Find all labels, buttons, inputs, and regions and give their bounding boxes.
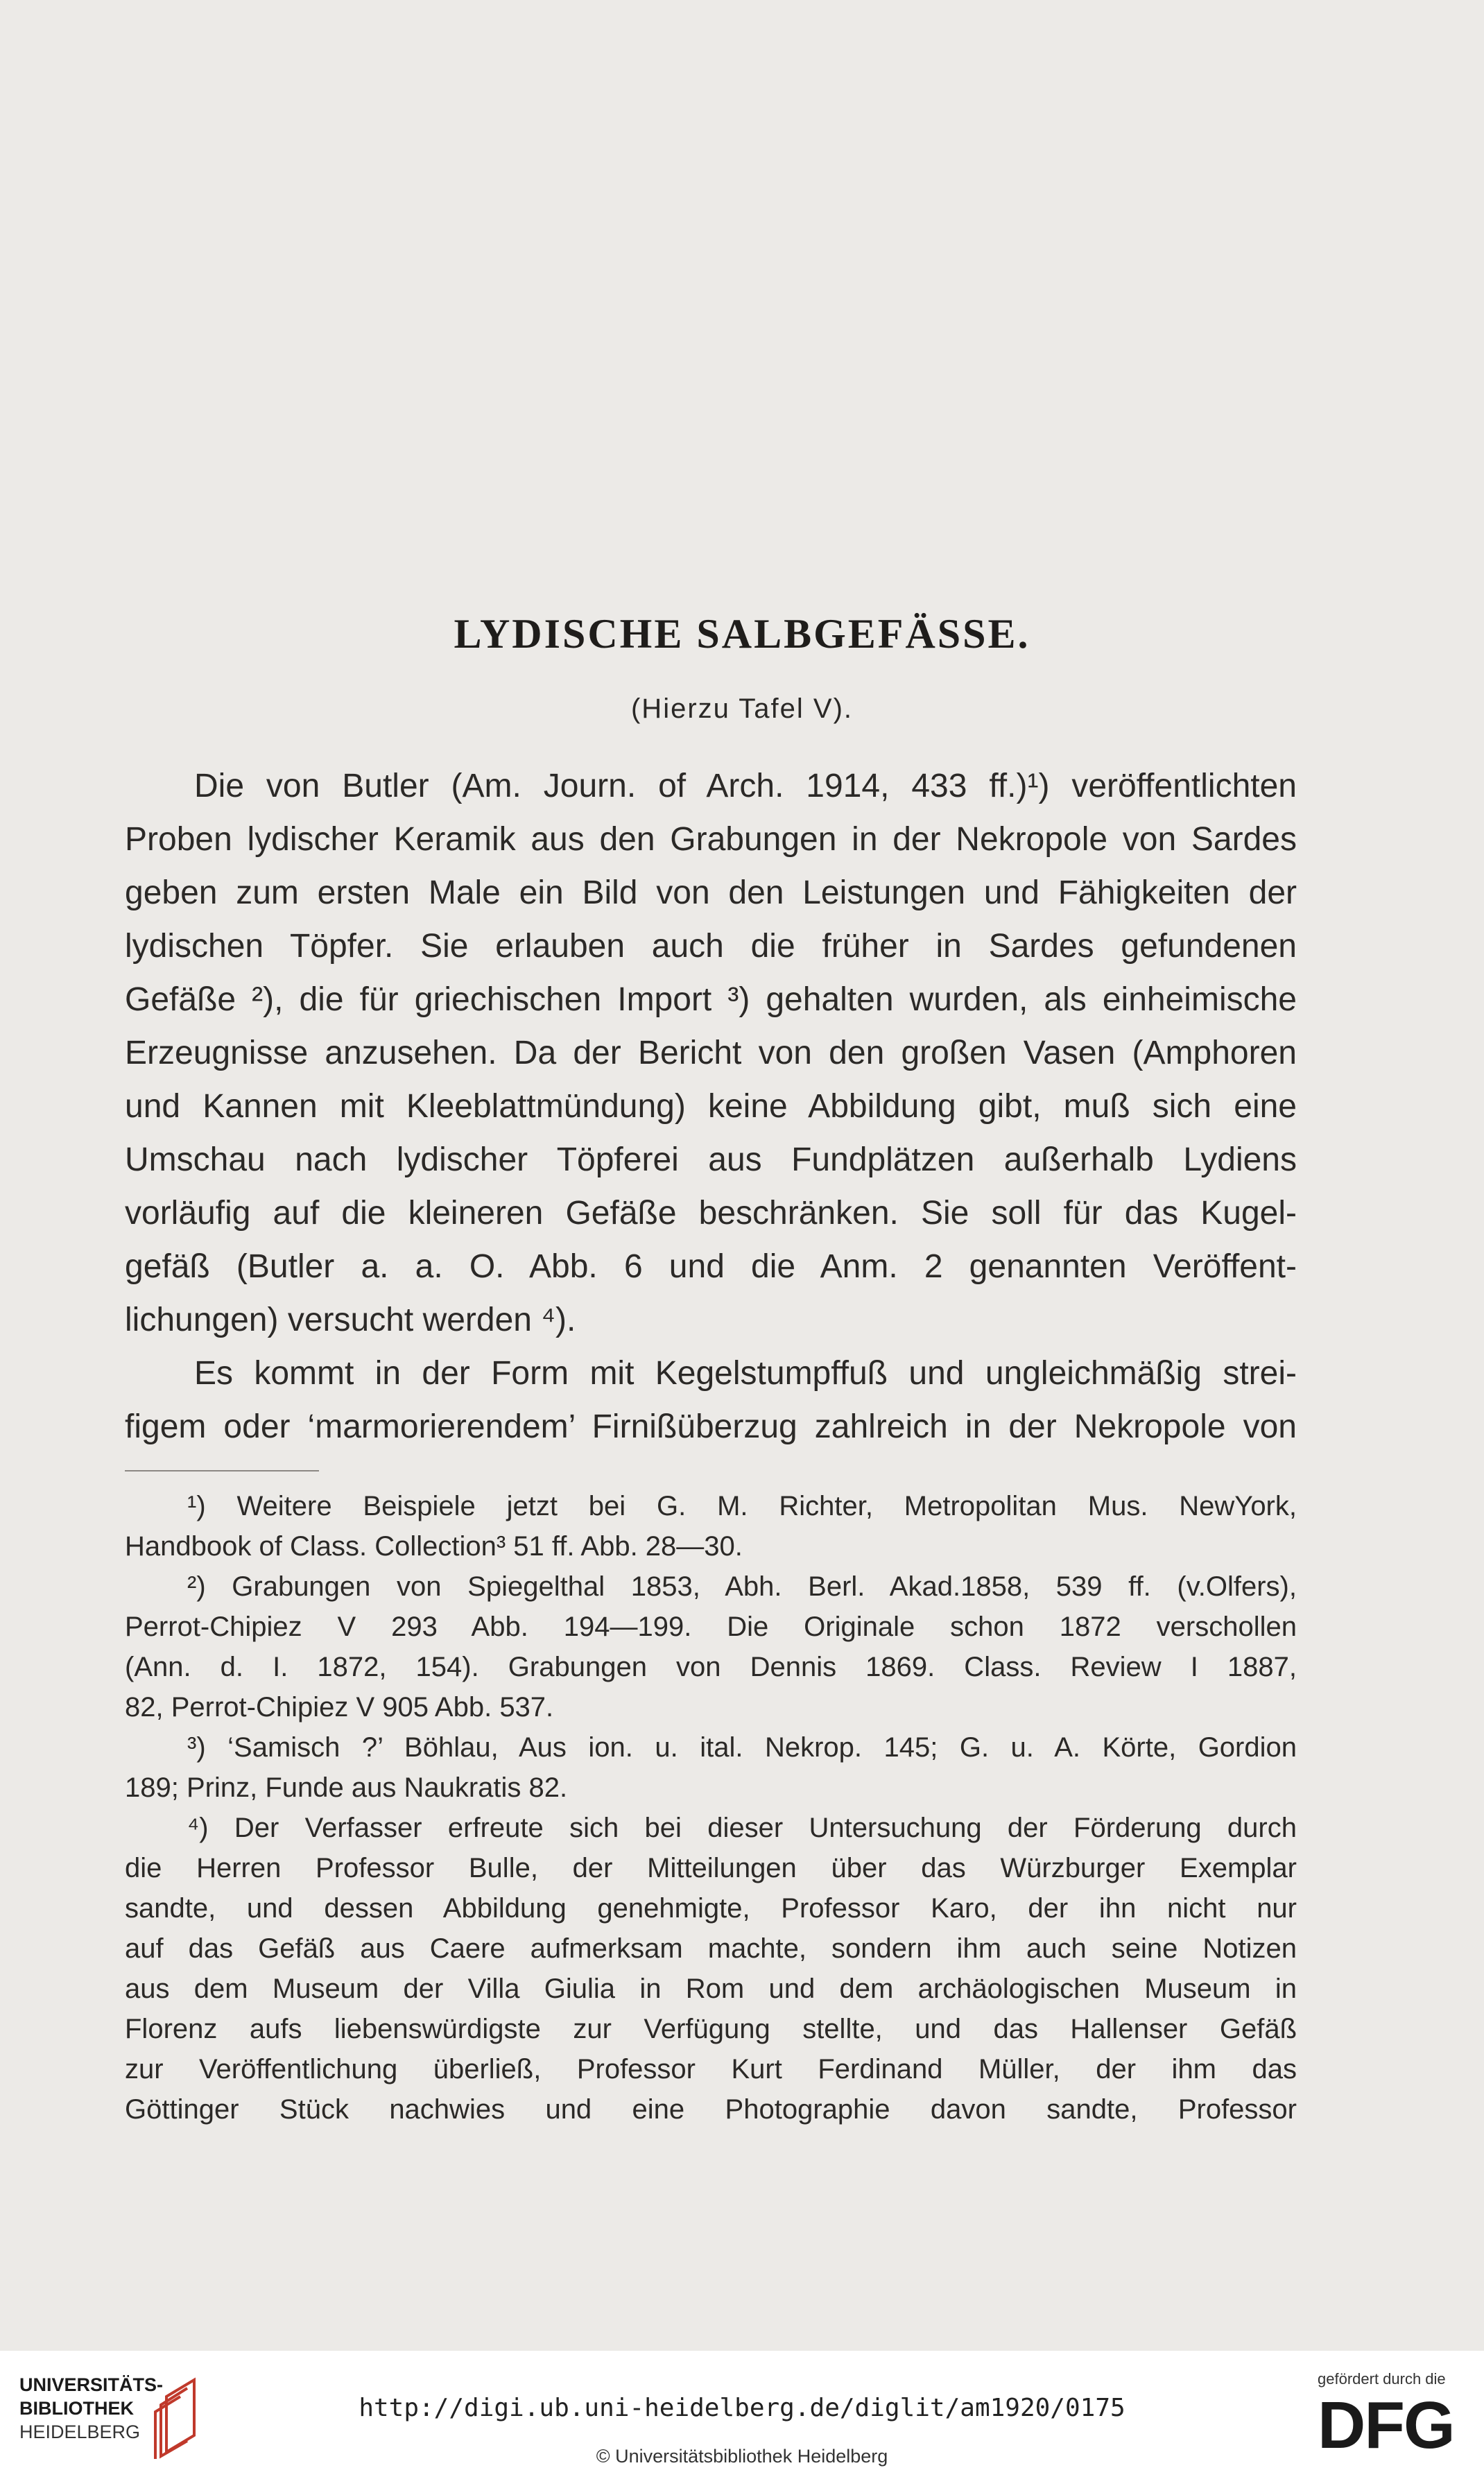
- footnote-line: Handbook of Class. Collection³ 51 ff. Abb. 28—30.: [125, 1531, 743, 1562]
- footnote-line: (Ann. d. I. 1872, 154). Grabungen von Dennis 1869. Class. Review I 1887,: [125, 1652, 1297, 1682]
- footnote-line: aus dem Museum der Villa Giulia in Rom und dem archäologischen Museum in: [125, 1974, 1297, 2004]
- body-text-line: Es kommt in der Form mit Kegelstumpffuß und ungleichmäßig strei-: [194, 1355, 1297, 1392]
- body-text-line: Proben lydischer Keramik aus den Grabungen in der Nekropole von Sardes: [125, 821, 1297, 858]
- funding-caption: gefördert durch die: [1318, 2370, 1446, 2388]
- footnote-line: auf das Gefäß aus Caere aufmerksam machte, sondern ihm auch seine Notizen: [125, 1933, 1297, 1964]
- footnote-line: 189; Prinz, Funde aus Naukratis 82.: [125, 1772, 568, 1803]
- footnote-line: Göttinger Stück nachwies und eine Photographie davon sandte, Professor: [125, 2094, 1297, 2125]
- body-text-line: figem oder ‘marmorierendem’ Firnißüberzug zahlreich in der Nekropole von: [125, 1408, 1297, 1445]
- body-text-line: lydischen Töpfer. Sie erlauben auch die früher in Sardes gefundenen: [125, 928, 1297, 965]
- footnote-line: ¹) Weitere Beispiele jetzt bei G. M. Richter, Metropolitan Mus. NewYork,: [187, 1491, 1297, 1521]
- body-text-line: Erzeugnisse anzusehen. Da der Bericht von den großen Vasen (Amphoren: [125, 1035, 1297, 1071]
- footnote-line: zur Veröffentlichung überließ, Professor Kurt Ferdinand Müller, der ihm das: [125, 2054, 1297, 2084]
- footnote-line: Florenz aufs liebenswürdigste zur Verfügung stellte, und das Hallenser Gefäß: [125, 2014, 1297, 2044]
- digitization-footer: [0, 2351, 1484, 2486]
- library-name-line2: BIBLIOTHEK: [19, 2398, 134, 2419]
- library-name-line1: UNIVERSITÄTS-: [19, 2374, 164, 2395]
- footnote-separator: [125, 1470, 319, 1471]
- article-title: LYDISCHE SALBGEFÄSSE.: [454, 611, 1030, 657]
- body-text-line: gefäß (Butler a. a. O. Abb. 6 und die Anm. 2 genannten Veröffent-: [125, 1248, 1297, 1285]
- library-name-line3: HEIDELBERG: [19, 2422, 141, 2442]
- footnote-line: ⁴) Der Verfasser erfreute sich bei dieser Untersuchung der Förderung durch: [187, 1813, 1297, 1843]
- footnote-line: sandte, und dessen Abbildung genehmigte, Professor Karo, der ihn nicht nur: [125, 1893, 1297, 1924]
- footnote-line: 82, Perrot-Chipiez V 905 Abb. 537.: [125, 1692, 554, 1723]
- copyright-notice: © Universitätsbibliothek Heidelberg: [596, 2446, 888, 2467]
- body-text-line: geben zum ersten Male ein Bild von den Leistungen und Fähigkeiten der: [125, 874, 1297, 911]
- body-text-line: Gefäße ²), die für griechischen Import ³) gehalten wurden, als einheimische: [125, 981, 1297, 1018]
- body-text-line: vorläufig auf die kleineren Gefäße beschränken. Sie soll für das Kugel-: [125, 1195, 1297, 1232]
- body-text-line: und Kannen mit Kleeblattmündung) keine Abbildung gibt, muß sich eine: [125, 1088, 1297, 1125]
- body-text-line: Umschau nach lydischer Töpferei aus Fundplätzen außerhalb Lydiens: [125, 1141, 1297, 1178]
- footnote-line: ²) Grabungen von Spiegelthal 1853, Abh. Berl. Akad.1858, 539 ff. (v.Olfers),: [187, 1571, 1297, 1602]
- permalink-url[interactable]: http://digi.ub.uni-heidelberg.de/diglit/am1920/0175: [359, 2394, 1125, 2422]
- body-text-line: Die von Butler (Am. Journ. of Arch. 1914, 433 ff.)¹) veröffentlichten: [194, 768, 1297, 804]
- body-text-line: lichungen) versucht werden ⁴).: [125, 1302, 576, 1338]
- footnote-line: die Herren Professor Bulle, der Mitteilungen über das Würzburger Exemplar: [125, 1853, 1297, 1883]
- footnote-line: ³) ‘Samisch ?’ Böhlau, Aus ion. u. ital. Nekrop. 145; G. u. A. Körte, Gordion: [187, 1732, 1297, 1763]
- article-subtitle: (Hierzu Tafel V).: [630, 693, 853, 724]
- footnote-line: Perrot-Chipiez V 293 Abb. 194—199. Die Originale schon 1872 verschollen: [125, 1612, 1297, 1642]
- dfg-logo: DFG: [1318, 2388, 1454, 2462]
